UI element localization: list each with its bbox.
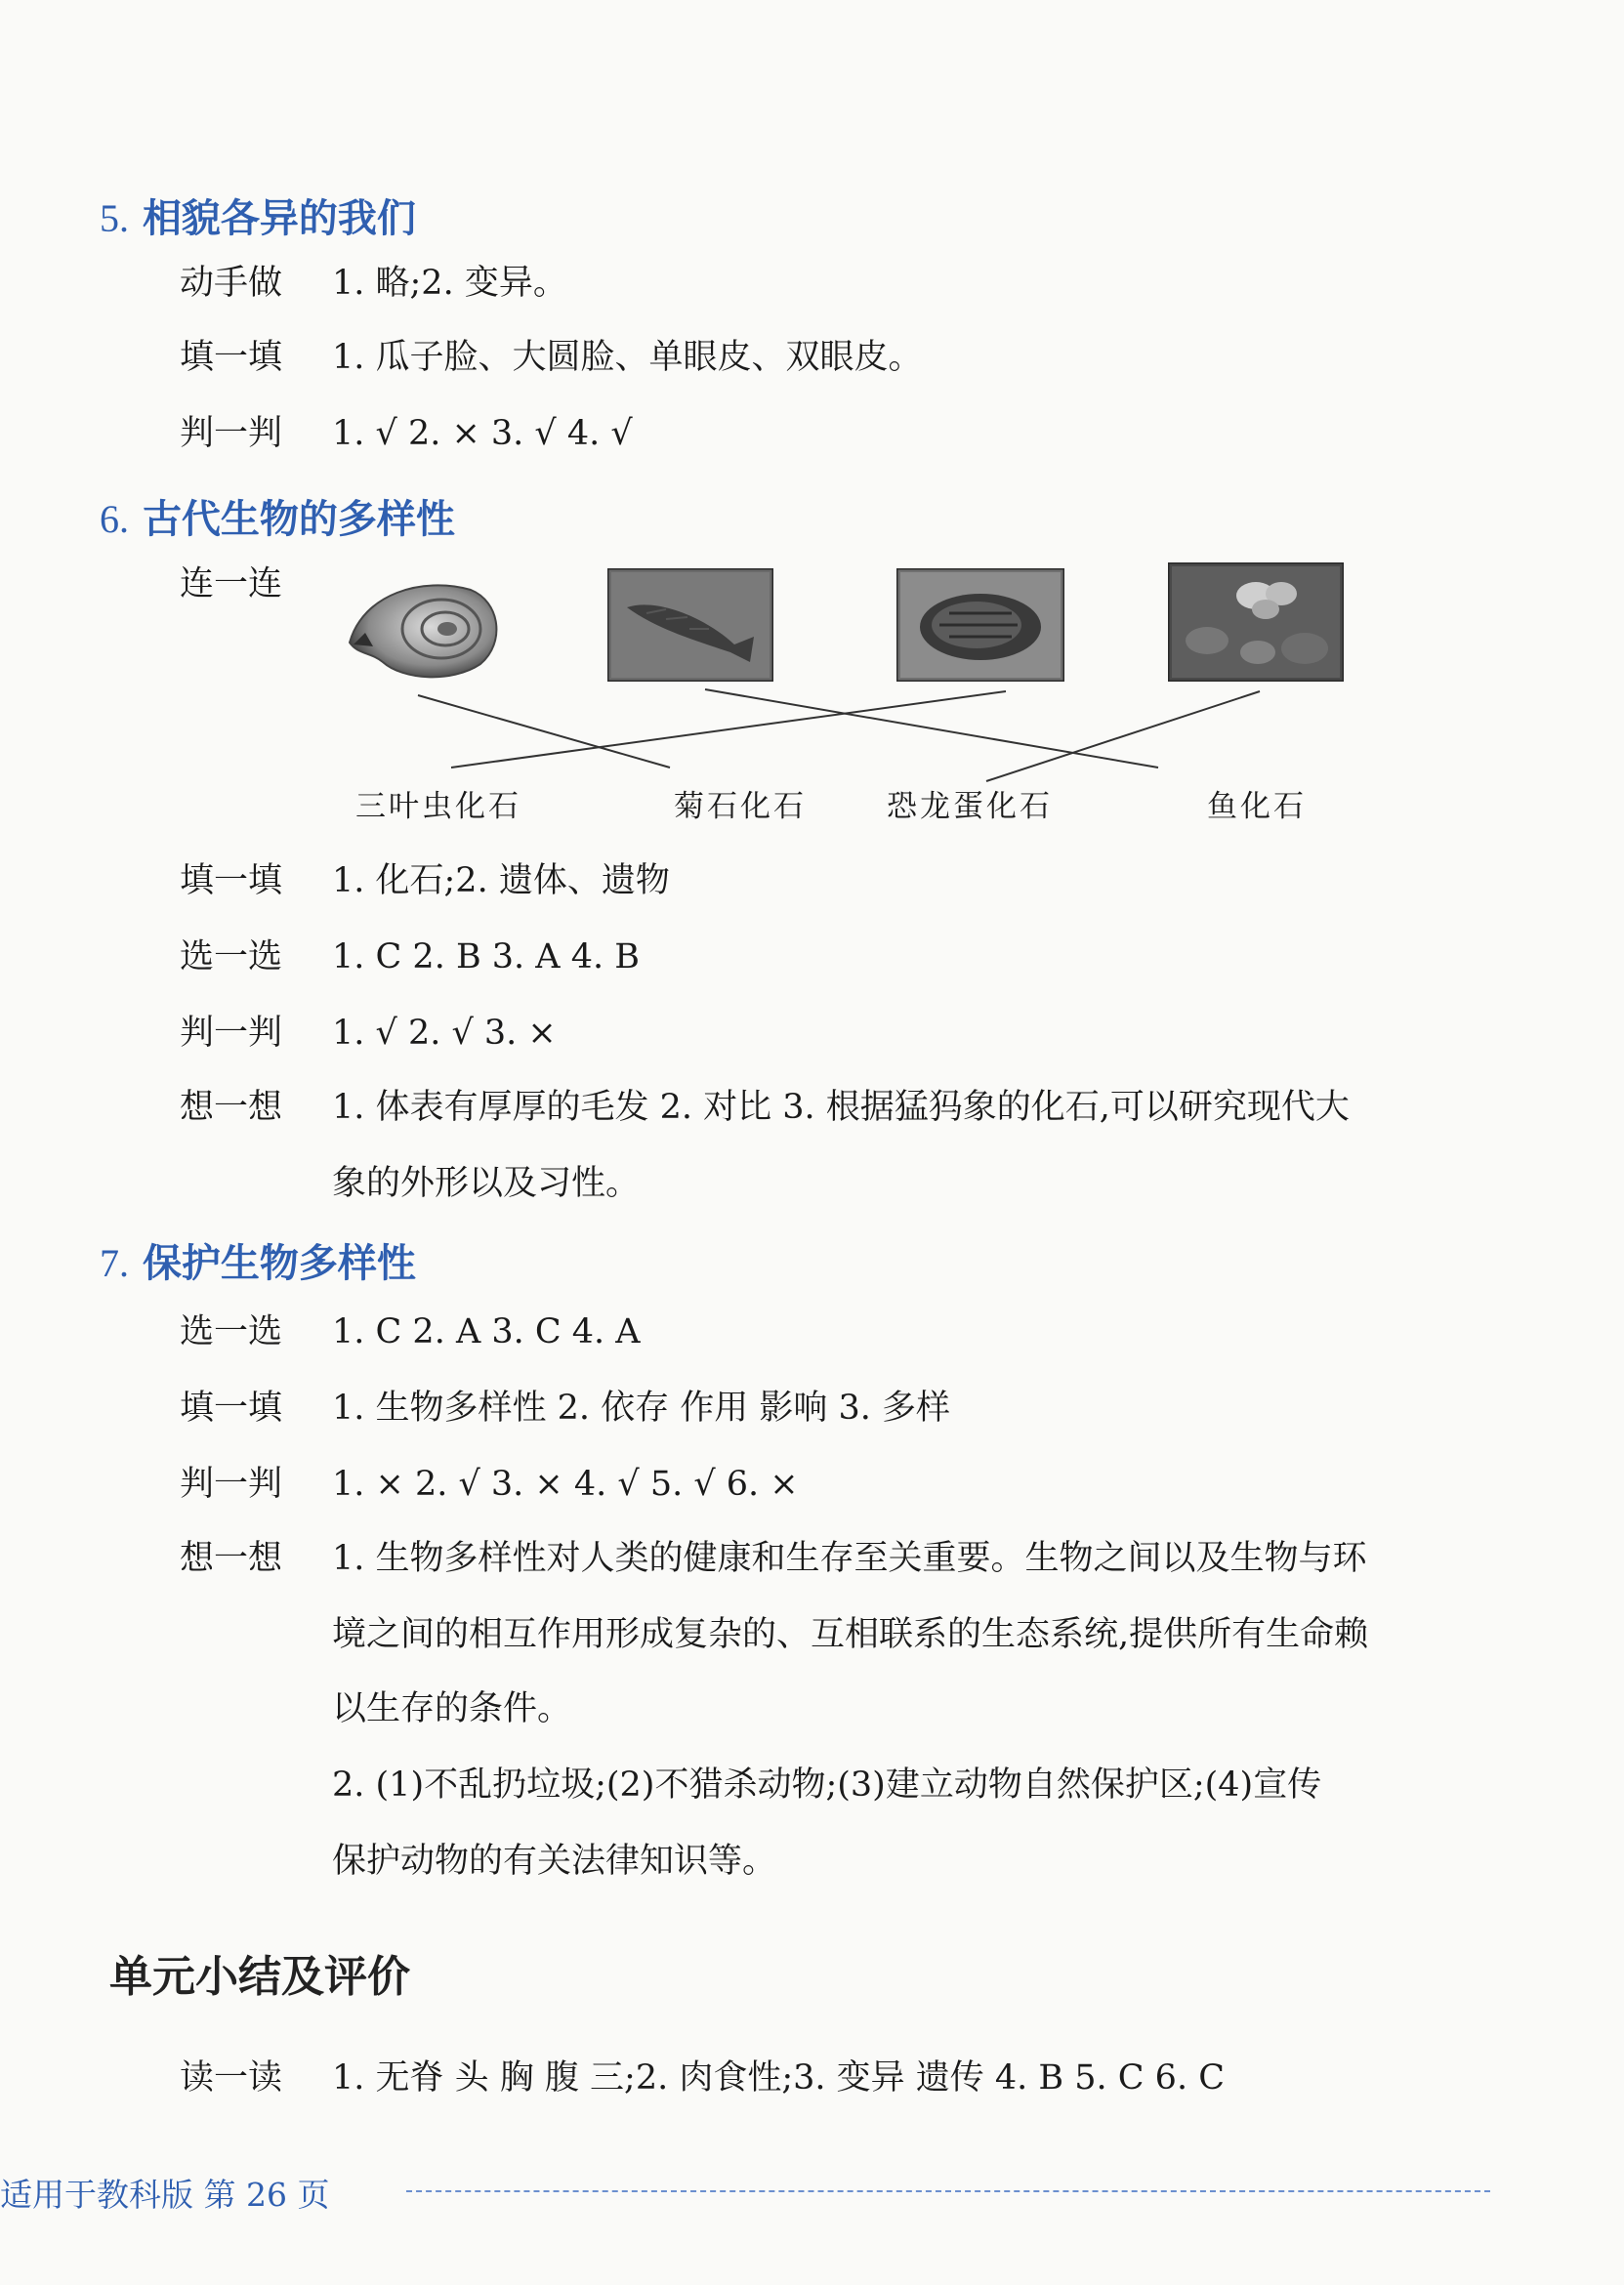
section-7-think-line-3: 以生存的条件。 (332, 1689, 572, 1728)
fossil-label-trilobite: 三叶虫化石 (355, 789, 521, 824)
section-6-row-1: 填一填 1. 化石;2. 遗体、遗物 (180, 861, 670, 900)
section-5-row-1: 动手做 1. 略;2. 变异。 (180, 264, 567, 303)
section-5-title: 5. 相貌各异的我们 (100, 196, 416, 241)
section-5-row-3: 判一判 1. √ 2. × 3. √ 4. √ (180, 414, 633, 453)
unit-summary-row: 读一读 1. 无脊 头 胸 腹 三;2. 肉食性;3. 变异 遗传 4. B 5. C 6. C (180, 2058, 1225, 2098)
section-7-think-line-5: 保护动物的有关法律知识等。 (332, 1842, 777, 1881)
fossil-label-fish: 鱼化石 (1207, 789, 1307, 824)
fossil-label-egg: 恐龙蛋化石 (887, 789, 1053, 824)
line-egg (986, 691, 1260, 781)
section-7-think-line-4: 2. (1)不乱扔垃圾;(2)不猎杀动物;(3)建立动物自然保护区;(4)宣传 (332, 1766, 1322, 1805)
unit-summary-title: 单元小结及评价 (109, 1952, 410, 2002)
section-5-row-2: 填一填 1. 瓜子脸、大圆脸、单眼皮、双眼皮。 (180, 338, 923, 377)
match-lines (0, 0, 1624, 879)
section-7-row-4: 想一想 1. 生物多样性对人类的健康和生存至关重要。生物之间以及生物与环 (180, 1539, 1367, 1578)
page-footer: 适用于教科版 第 26 页 (0, 2176, 330, 2214)
section-6-row-4-cont: 象的外形以及习性。 (332, 1164, 641, 1203)
section-6-match-label: 连一连 (180, 564, 283, 603)
section-6-title: 6. 古代生物的多样性 (100, 497, 455, 542)
section-7-row-1: 选一选 1. C 2. A 3. C 4. A (180, 1312, 641, 1351)
footer-dashed-line (406, 2190, 1490, 2192)
section-7-think-line-2: 境之间的相互作用形成复杂的、互相联系的生态系统,提供所有生命赖 (332, 1615, 1369, 1654)
section-7-row-2: 填一填 1. 生物多样性 2. 依存 作用 影响 3. 多样 (180, 1389, 951, 1428)
section-7-row-3: 判一判 1. × 2. √ 3. × 4. √ 5. √ 6. × (180, 1465, 799, 1504)
line-ammonite (418, 695, 670, 768)
section-6-row-4: 想一想 1. 体表有厚厚的毛发 2. 对比 3. 根据猛犸象的化石,可以研究现代大 (180, 1088, 1350, 1127)
section-7-title: 7. 保护生物多样性 (100, 1241, 416, 1286)
section-6-row-2: 选一选 1. C 2. B 3. A 4. B (180, 937, 640, 976)
section-6-row-3: 判一判 1. √ 2. √ 3. × (180, 1014, 557, 1053)
fossil-label-ammonite: 菊石化石 (674, 789, 807, 824)
